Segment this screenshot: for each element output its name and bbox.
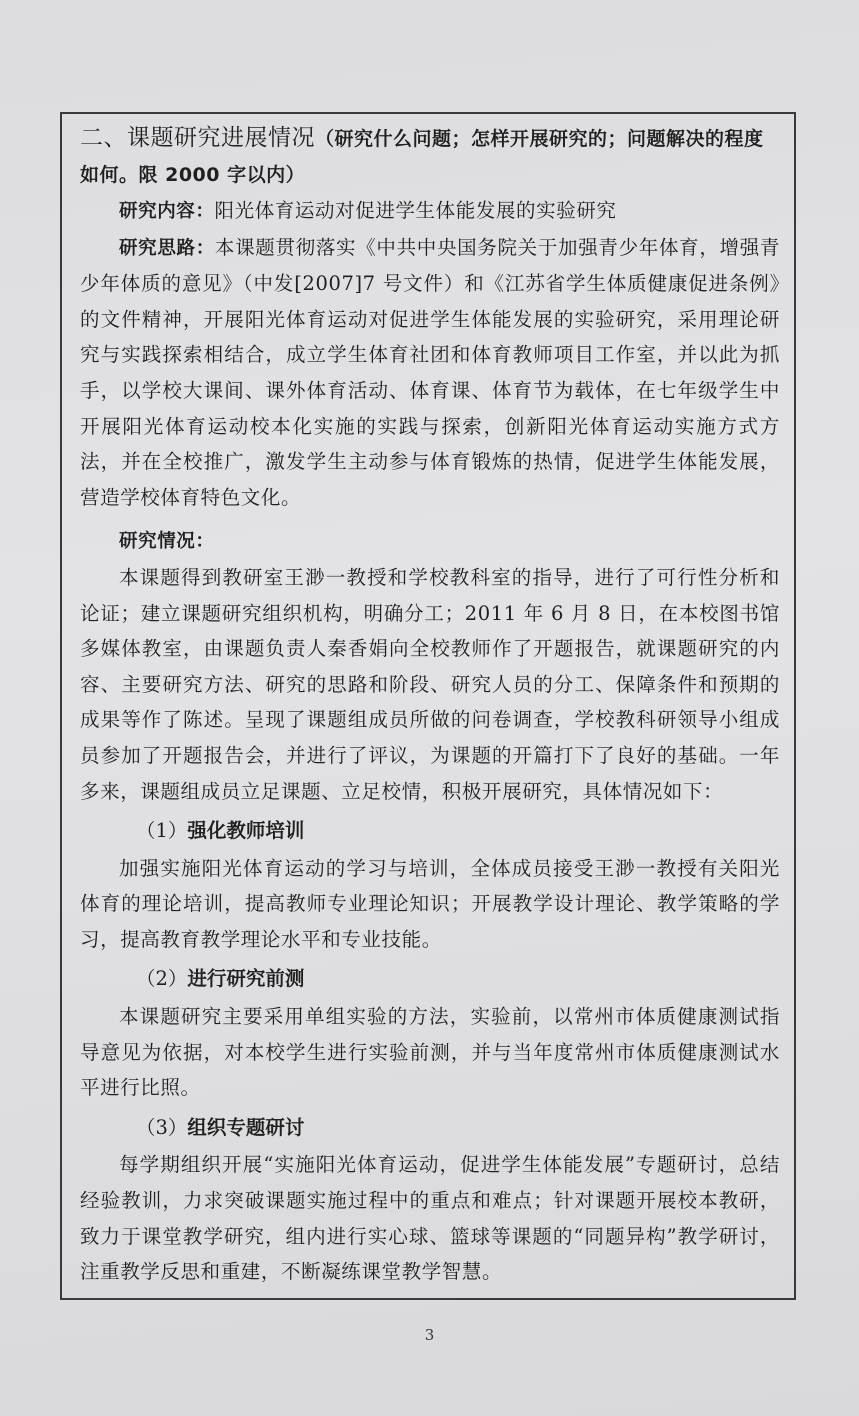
item-2-text: 本课题研究主要采用单组实验的方法，实验前，以常州市体质健康测试指导意见为依据，对本校学生进行实验前测，并与当年度常州市体质健康测试水平进行比照。 [80,1005,780,1100]
research-approach-paragraph [80,230,780,516]
research-content-label: 研究内容： [119,201,215,222]
item-3-heading [80,1110,780,1146]
item-2-number: （2） [136,967,188,991]
research-content-text: 阳光体育运动对促进学生体能发展的实验研究 [214,199,617,222]
research-content-paragraph [80,193,780,230]
item-1-title: 强化教师培训 [187,819,305,843]
section-title-note: （研究什么问题；怎样开展研究的；问题解决的程度如何。限 2000 字以内） [80,128,764,186]
item-3-text: 每学期组织开展“实施阳光体育运动，促进学生体能发展”专题研讨，总结经验教训，力求突破课题实施过程中的重点和难点；针对课题开展校本教研，致力于课堂教学研究，组内进行实心球、篮球等课题的“同题异构”教学研讨，注重教学反思和重建，不断凝练课堂教学智慧。 [80,1153,780,1284]
section-box [60,112,796,1300]
section-title: 二、课题研究进展情况 [80,125,315,151]
item-1-heading [80,813,780,849]
research-approach-text: 本课题贯彻落实《中共中央国务院关于加强青少年体育，增强青少年体质的意见》（中发[2007]7 号文件）和《江苏省学生体质健康促进条例》的文件精神，开展阳光体育运动对促进学生体能发展的实验研究，采用理论研究与实践探索相结合，成立学生体育社团和体育教师项目工作室，并以此为抓手，以学校大课间、课外体育活动、体育课、体育节为载体，在七年级学生中开展阳光体育运动校本化实施的实践与探索，创新阳光体育运动实施方式方法，并在全校推广，激发学生主动参与体育锻炼的热情，促进学生体能发展，营造学校体育特色文化。 [80,235,780,509]
research-situation-label: 研究情况： [119,531,215,553]
item-1-text: 加强实施阳光体育运动的学习与培训，全体成员接受王渺一教授有关阳光体育的理论培训，提高教师专业理论知识；开展教学设计理论、教学策略的学习，提高教育教学理论水平和专业技能。 [80,856,780,951]
item-2-title: 进行研究前测 [187,967,305,991]
item-1-number: （1） [136,819,188,843]
research-approach-label: 研究思路： [119,237,215,259]
section-heading [80,120,780,193]
research-situation-heading [80,523,780,560]
item-3-number: （3） [136,1115,188,1139]
research-situation-intro: 本课题得到教研室王渺一教授和学校教科室的指导，进行了可行性分析和论证；建立课题研究组织机构，明确分工；2011 年 6 月 8 日，在本校图书馆多媒体教室，由课题负责人秦香娟向全校教师作了开题报告，就课题研究的内容、主要研究方法、研究的思路和阶段、研究人员的分工、保障条件和预期的成果等作了陈述。呈现了课题组成员所做的问卷调查，学校教科研领导小组成员参加了开题报告会，并进行了评议，为课题的开篇打下了良好的基础。一年多来，课题组成员立足课题、立足校情，积极开展研究，具体情况如下： [80,565,780,803]
item-3-title: 组织专题研讨 [187,1115,305,1139]
page-number: 3 [424,1326,435,1344]
item-2-heading [80,961,780,997]
